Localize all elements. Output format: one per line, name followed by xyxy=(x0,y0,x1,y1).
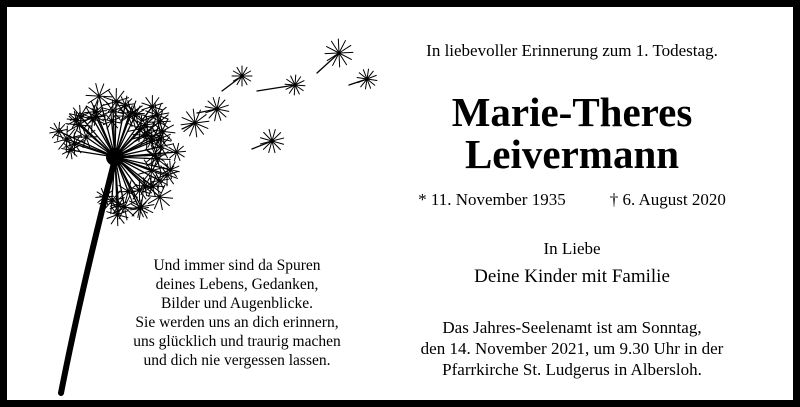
birth-date: * 11. November 1935 xyxy=(418,190,566,209)
family-signature: Deine Kinder mit Familie xyxy=(474,266,670,287)
poem-line: und dich nie vergessen lassen. xyxy=(143,352,331,369)
name-first: Marie-Theres xyxy=(451,89,693,135)
poem-line: Bilder und Augenblicke. xyxy=(161,295,313,312)
notice-line: Pfarrkirche St. Ludgerus in Albersloh. xyxy=(442,360,702,379)
notice-line: den 14. November 2021, um 9.30 Uhr in der xyxy=(420,339,724,358)
poem-line: deines Lebens, Gedanken, xyxy=(155,276,319,293)
poem-line: Und immer sind da Spuren xyxy=(153,257,321,274)
service-notice xyxy=(387,317,757,380)
poem-line: uns glücklich und traurig machen xyxy=(133,333,341,350)
in-love-line: In Liebe xyxy=(543,239,601,258)
notice-line: Das Jahres-Seelenamt ist am Sonntag, xyxy=(442,318,702,337)
poem xyxy=(107,256,367,370)
life-dates xyxy=(387,190,757,210)
memorial-intro: In liebevoller Erinnerung zum 1. Todestag. xyxy=(426,41,718,60)
deceased-name xyxy=(387,91,757,175)
name-last: Leivermann xyxy=(464,131,680,177)
death-date: † 6. August 2020 xyxy=(609,190,726,209)
poem-line: Sie werden uns an dich erinnern, xyxy=(135,314,339,331)
